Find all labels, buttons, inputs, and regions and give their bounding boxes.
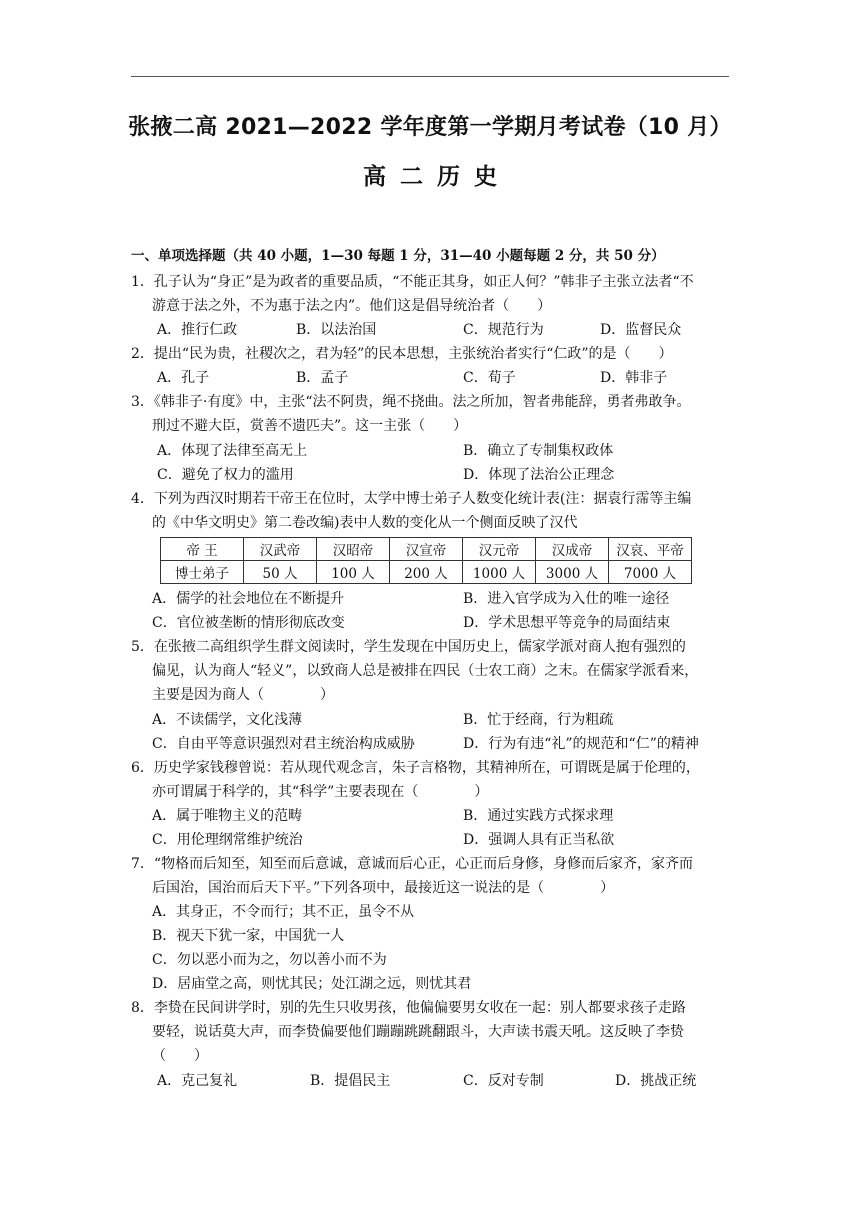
question-6-line-2: 亦可谓属于科学的，其“科学”主要表现在（ ）	[152, 784, 489, 800]
q4-option-c: C．官位被垄断的情形彻底改变	[152, 615, 345, 631]
q3-option-b: B．确立了专制集权政体	[463, 443, 614, 459]
question-5-line-3: 主要是因为商人（ ）	[152, 687, 334, 703]
q6-option-c: C．用伦理纲常维护统治	[152, 832, 303, 848]
q2-option-a: A．孔子	[157, 370, 210, 386]
question-3-line-2: 刑过不避大臣，赏善不遗匹夫”。这一主张（ ）	[152, 418, 468, 434]
q3-option-a: A．体现了法律至高无上	[157, 443, 308, 459]
q1-option-d: D．监督民众	[600, 322, 682, 338]
question-7-line-2: 后国治，国治而后天下平。”下列各项中，最接近这一说法的是（ ）	[152, 880, 615, 896]
q1-option-b: B．以法治国	[296, 322, 377, 338]
table-cell: 博士弟子	[161, 561, 244, 584]
table-cell: 1000 人	[463, 561, 536, 584]
q5-option-c: C．自由平等意识强烈对君主统治构成威胁	[152, 736, 415, 752]
table-cell: 汉昭帝	[317, 538, 390, 561]
exam-title: 张掖二高 2021—2022 学年度第一学期月考试卷（10 月）	[128, 115, 732, 140]
question-6-line-1: 6．历史学家钱穆曾说：若从现代观念言，朱子言格物，其精神所在，可谓既是属于伦理的，	[131, 760, 700, 776]
table-row	[161, 561, 692, 584]
question-2-line-1: 2．提出“民为贵，社稷次之，君为轻”的民本思想，主张统治者实行“仁政”的是（ ）	[131, 346, 673, 362]
q1-option-a: A．推行仁政	[157, 322, 238, 338]
table-cell: 汉元帝	[463, 538, 536, 561]
q6-option-b: B．通过实践方式探求理	[463, 808, 614, 824]
table-cell: 7000 人	[609, 561, 692, 584]
header-rule	[131, 76, 729, 77]
question-3-line-1: 3．《韩非子·有度》中，主张“法不阿贵，绳不挠曲。法之所加，智者弗能辞，勇者弗敢争。	[131, 394, 691, 410]
question-4-line-1: 4．下列为西汉时期若干帝王在位时，太学中博士弟子人数变化统计表(注：据袁行霈等主编	[131, 491, 692, 507]
q3-option-d: D．体现了法治公正理念	[463, 467, 615, 483]
q3-option-c: C．避免了权力的滥用	[157, 467, 294, 483]
q2-option-d: D．韩非子	[600, 370, 668, 386]
q6-option-a: A．属于唯物主义的范畴	[152, 808, 303, 824]
q7-option-d: D．居庙堂之高，则忧其民；处江湖之远，则忧其君	[152, 976, 472, 992]
q1-option-c: C．规范行为	[463, 322, 544, 338]
table-cell: 3000 人	[536, 561, 609, 584]
question-5-line-1: 5．在张掖二高组织学生群文阅读时，学生发现在中国历史上，儒家学派对商人抱有强烈的	[131, 639, 686, 655]
table-cell: 汉成帝	[536, 538, 609, 561]
q7-option-c: C．勿以恶小而为之，勿以善小而不为	[152, 952, 387, 968]
table-cell: 100 人	[317, 561, 390, 584]
q5-option-a: A．不读儒学，文化浅薄	[152, 712, 303, 728]
q7-option-a: A．其身正，不令而行；其不正，虽令不从	[152, 904, 415, 920]
q4-option-a: A．儒学的社会地位在不断提升	[152, 591, 345, 607]
question-8-line-2: 要轻，说话莫大声，而李贽偏要他们蹦蹦跳跳翻跟斗，大声读书震天吼。这反映了李贽	[152, 1024, 684, 1040]
table-cell: 50 人	[244, 561, 317, 584]
question-8-line-1: 8．李贽在民间讲学时，别的先生只收男孩，他偏偏要男女收在一起：别人都要求孩子走路	[131, 1000, 686, 1016]
question-4-line-2: 的《中华文明史》第二卷改编)表中人数的变化从一个侧面反映了汉代	[152, 515, 578, 531]
q8-option-d: D．挑战正统	[615, 1073, 697, 1089]
q8-option-a: A．克己复礼	[157, 1073, 238, 1089]
q8-option-b: B．提倡民主	[310, 1073, 391, 1089]
table-cell: 汉哀、平帝	[609, 538, 692, 561]
q2-option-b: B．孟子	[296, 370, 349, 386]
q7-option-b: B．视天下犹一家，中国犹一人	[152, 928, 345, 944]
q4-option-d: D．学术思想平等竞争的局面结束	[463, 615, 671, 631]
q8-option-c: C．反对专制	[463, 1073, 544, 1089]
question-7-line-1: 7．“物格而后知至，知至而后意诚，意诚而后心正，心正而后身修，身修而后家齐，家齐而	[131, 856, 694, 872]
subject-title: 高二历史	[363, 164, 511, 190]
q5-option-b: B．忙于经商，行为粗疏	[463, 712, 614, 728]
question-1-line-1: 1．孔子认为“身正”是为政者的重要品质，“不能正其身，如正人何？”韩非子主张立法者“不	[131, 274, 694, 290]
table-header-row	[161, 538, 692, 561]
question-8-line-3: （ ）	[152, 1048, 208, 1064]
section-heading: 一、单项选择题（共 40 小题，1—30 每题 1 分，31—40 小题每题 2 分，共 50 分）	[131, 248, 665, 264]
table-cell: 帝 王	[161, 538, 244, 561]
table-cell: 200 人	[390, 561, 463, 584]
q6-option-d: D．强调人具有正当私欲	[463, 832, 615, 848]
question-1-line-2: 游意于法之外，不为惠于法之内”。他们这是倡导统治者（ ）	[152, 298, 552, 314]
question-5-line-2: 偏见，认为商人“轻义”，以致商人总是被排在四民（士农工商）之末。在儒家学派看来，	[152, 663, 699, 679]
students-count-table	[160, 537, 692, 584]
q5-option-d: D．行为有违“礼”的规范和“仁”的精神	[463, 736, 699, 752]
table-cell: 汉武帝	[244, 538, 317, 561]
table-cell: 汉宣帝	[390, 538, 463, 561]
q2-option-c: C．荀子	[463, 370, 516, 386]
q4-option-b: B．进入官学成为入仕的唯一途径	[463, 591, 670, 607]
